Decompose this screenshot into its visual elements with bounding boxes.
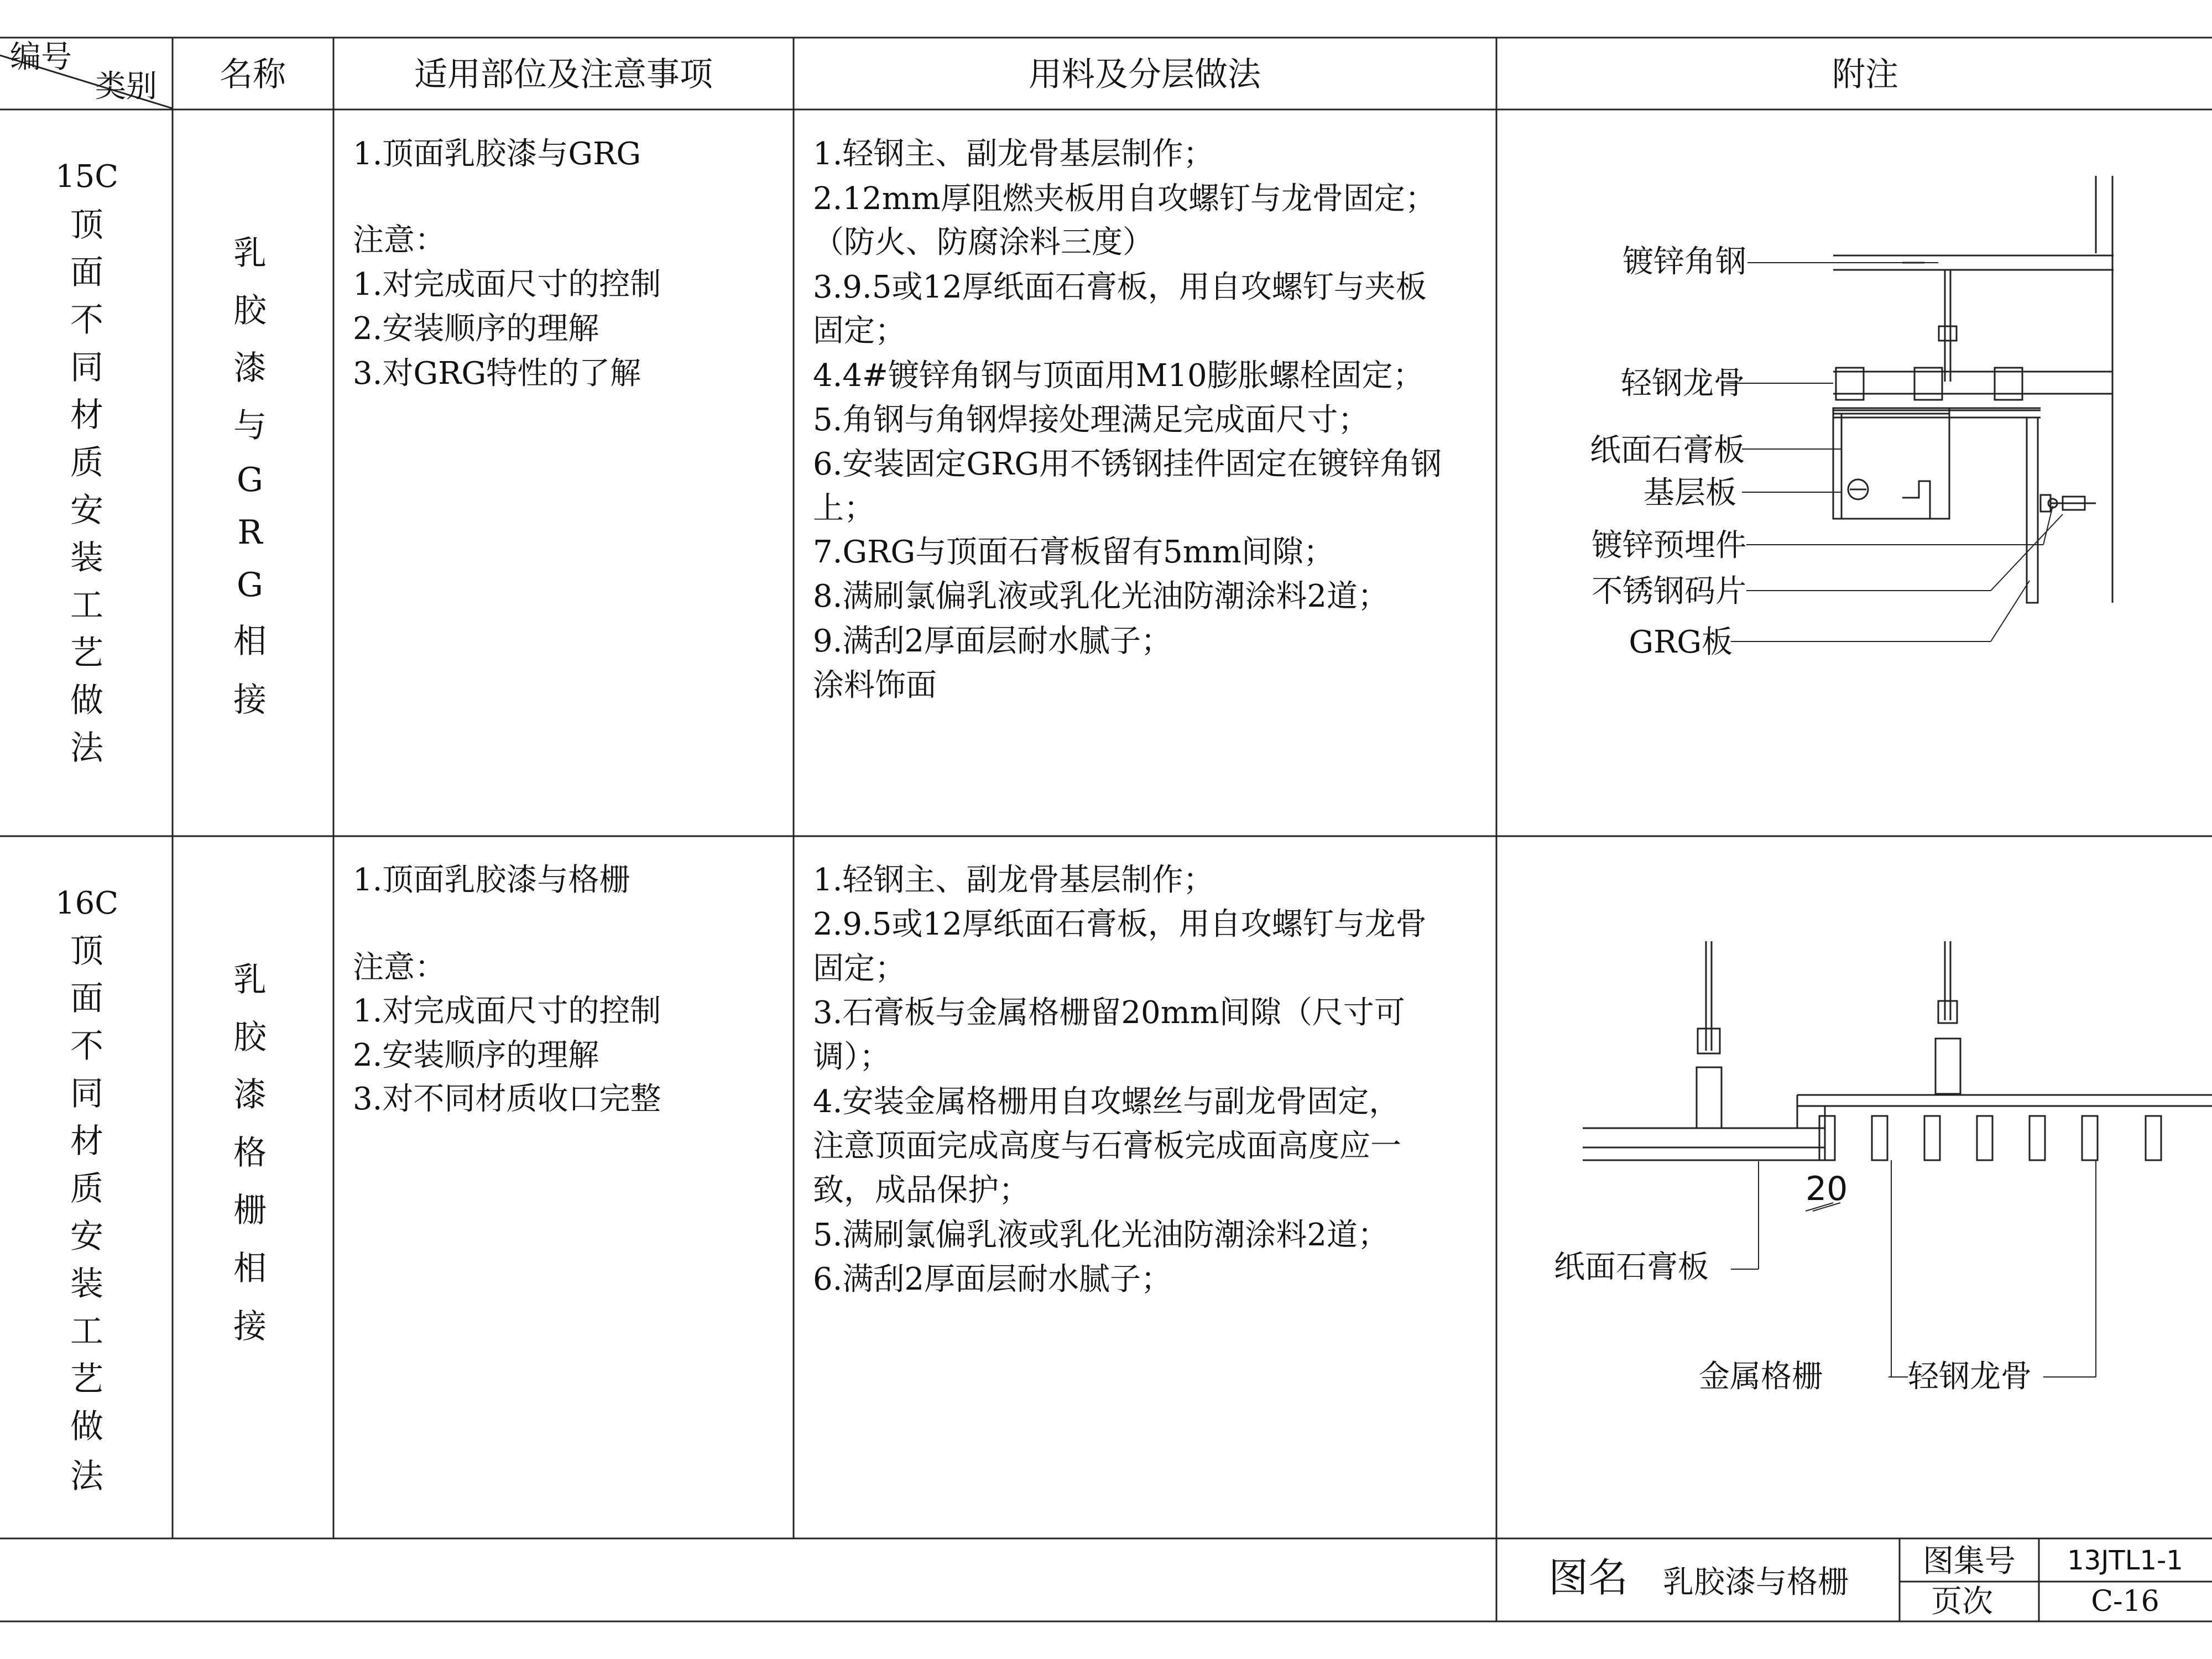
method-line: 4.4#镀锌角钢与顶面用M10膨胀螺栓固定； [813, 358, 1424, 394]
category-char: 艺 [70, 1360, 103, 1399]
header-scope-label: 适用部位及注意事项 [414, 55, 713, 94]
scope-line: 注意： [353, 222, 446, 258]
row-code: 16C [55, 885, 119, 921]
category-char: 面 [70, 253, 103, 292]
dimension-label: 20 [1806, 1170, 1848, 1208]
header-name-label: 名称 [220, 55, 286, 94]
category-char: 质 [70, 444, 103, 482]
scope-line: 1.对完成面尺寸的控制 [353, 267, 661, 302]
method-line: 注意顶面完成高度与石膏板完成面高度应一 [813, 1128, 1401, 1164]
method-line: 致，成品保护； [813, 1172, 1030, 1208]
atlas-number-label: 图集号 [1923, 1543, 2016, 1579]
name-char: 漆 [233, 1076, 267, 1114]
diagram-label: 纸面石膏板 [1554, 1249, 1709, 1285]
method-line: 5.满刷氯偏乳液或乳化光油防潮涂料2道； [813, 1217, 1389, 1253]
category-char: 安 [70, 1217, 103, 1256]
table-header [10, 39, 1898, 105]
scope-line: 3.对GRG特性的了解 [353, 356, 641, 392]
row-scope [353, 862, 661, 1117]
diagram-label: 轻钢龙骨 [1908, 1359, 2032, 1395]
method-line: 固定； [813, 313, 906, 349]
name-char: 与 [233, 406, 267, 445]
name-char: 相 [233, 1249, 267, 1288]
diagram-label: GRG板 [1629, 624, 1733, 660]
name-char: 乳 [233, 234, 267, 273]
detail-diagram-grg [1590, 176, 2114, 660]
header-method-label: 用料及分层做法 [1029, 55, 1261, 94]
method-line: 上； [813, 491, 875, 526]
category-char: 装 [70, 539, 103, 577]
method-line: 9.满刮2厚面层耐水腻子； [813, 623, 1172, 659]
method-line: 固定； [813, 951, 906, 987]
category-char: 材 [70, 396, 103, 435]
row-code: 15C [55, 159, 119, 195]
method-line: 4.安装金属格栅用自攻螺丝与副龙骨固定， [813, 1084, 1400, 1120]
category-char: 安 [70, 491, 103, 530]
diagram-label: 不锈钢码片 [1592, 573, 1746, 609]
method-line: 7.GRG与顶面石膏板留有5mm间隙； [813, 534, 1334, 570]
scope-line: 2.安装顺序的理解 [353, 1037, 599, 1073]
header-code-label: 编号 [10, 39, 72, 75]
method-line: 3.石膏板与金属格栅留20mm间隙（尺寸可 [813, 995, 1405, 1031]
category-char: 法 [70, 1457, 103, 1496]
method-line: 3.9.5或12厚纸面石膏板，用自攻螺钉与夹板 [813, 269, 1427, 305]
name-char: 相 [233, 622, 267, 661]
category-char: 顶 [70, 206, 103, 244]
method-line: 调）； [813, 1039, 890, 1075]
name-char: 格 [233, 1134, 267, 1172]
diagram-label: 轻钢龙骨 [1621, 366, 1745, 401]
diagram-label: 金属格栅 [1699, 1359, 1823, 1395]
name-char: 栅 [233, 1191, 267, 1230]
method-line: 6.满刮2厚面层耐水腻子； [813, 1261, 1172, 1297]
category-char: 工 [70, 586, 103, 625]
method-line: 8.满刷氯偏乳液或乳化光油防潮涂料2道； [813, 578, 1389, 614]
scope-line: 1.顶面乳胶漆与格栅 [353, 862, 630, 898]
drawing-name: 乳胶漆与格栅 [1663, 1564, 1849, 1600]
category-char: 做 [70, 681, 103, 720]
name-char: 漆 [233, 349, 267, 388]
category-char: 做 [70, 1407, 103, 1446]
method-line: 1.轻钢主、副龙骨基层制作； [813, 136, 1214, 172]
name-char: 乳 [233, 961, 267, 999]
table-row [55, 862, 2212, 1496]
row-method [813, 862, 1427, 1297]
row-method [813, 136, 1442, 703]
method-line: 2.12mm厚阻燃夹板用自攻螺钉与龙骨固定； [813, 181, 1436, 217]
atlas-number: 13JTL1-1 [2067, 1545, 2183, 1576]
name-char: R [237, 513, 263, 552]
method-line: 涂料饰面 [813, 667, 937, 703]
method-line: 6.安装固定GRG用不锈钢挂件固定在镀锌角钢 [813, 446, 1442, 482]
name-char: G [237, 461, 263, 499]
scope-line: 注意： [353, 950, 446, 985]
name-char: 接 [233, 681, 267, 719]
category-char: 法 [70, 729, 103, 768]
category-char: 艺 [70, 634, 103, 672]
table-row [55, 136, 2114, 768]
diagram-label: 纸面石膏板 [1590, 432, 1745, 468]
header-notes-label: 附注 [1832, 55, 1898, 94]
category-char: 面 [70, 979, 103, 1018]
detail-diagram-grille [1554, 941, 2212, 1395]
category-char: 质 [70, 1170, 103, 1208]
name-char: 胶 [233, 1018, 267, 1057]
drawing-name-label: 图名 [1548, 1554, 1629, 1601]
diagram-label: 镀锌角钢 [1623, 244, 1746, 280]
row-name [233, 234, 268, 719]
row-category [70, 206, 104, 768]
row-category [70, 932, 104, 1496]
category-char: 装 [70, 1265, 103, 1303]
category-char: 同 [70, 348, 103, 387]
method-line: 2.9.5或12厚纸面石膏板，用自攻螺钉与龙骨 [813, 906, 1427, 942]
category-char: 不 [70, 301, 103, 340]
row-scope [353, 136, 661, 392]
category-char: 工 [70, 1312, 103, 1351]
method-line: （防火、防腐涂料三度） [813, 225, 1154, 260]
header-category-label: 类别 [95, 69, 157, 105]
row-name [233, 961, 268, 1346]
category-char: 顶 [70, 932, 103, 971]
page-number: C-16 [2091, 1585, 2159, 1618]
method-line: 5.角钢与角钢焊接处理满足完成面尺寸； [813, 402, 1369, 438]
page-number-label: 页次 [1931, 1584, 1993, 1620]
diagram-label: 基层板 [1644, 475, 1736, 511]
name-char: 胶 [233, 291, 267, 330]
scope-line: 2.安装顺序的理解 [353, 311, 599, 347]
category-char: 同 [70, 1074, 103, 1113]
name-char: G [237, 566, 263, 604]
name-char: 接 [233, 1307, 267, 1346]
scope-line: 3.对不同材质收口完整 [353, 1081, 661, 1117]
scope-line: 1.对完成面尺寸的控制 [353, 993, 661, 1029]
diagram-label: 镀锌预埋件 [1592, 528, 1746, 564]
scope-line: 1.顶面乳胶漆与GRG [353, 136, 641, 172]
method-line: 1.轻钢主、副龙骨基层制作； [813, 862, 1214, 898]
category-char: 不 [70, 1027, 103, 1066]
category-char: 材 [70, 1122, 103, 1161]
